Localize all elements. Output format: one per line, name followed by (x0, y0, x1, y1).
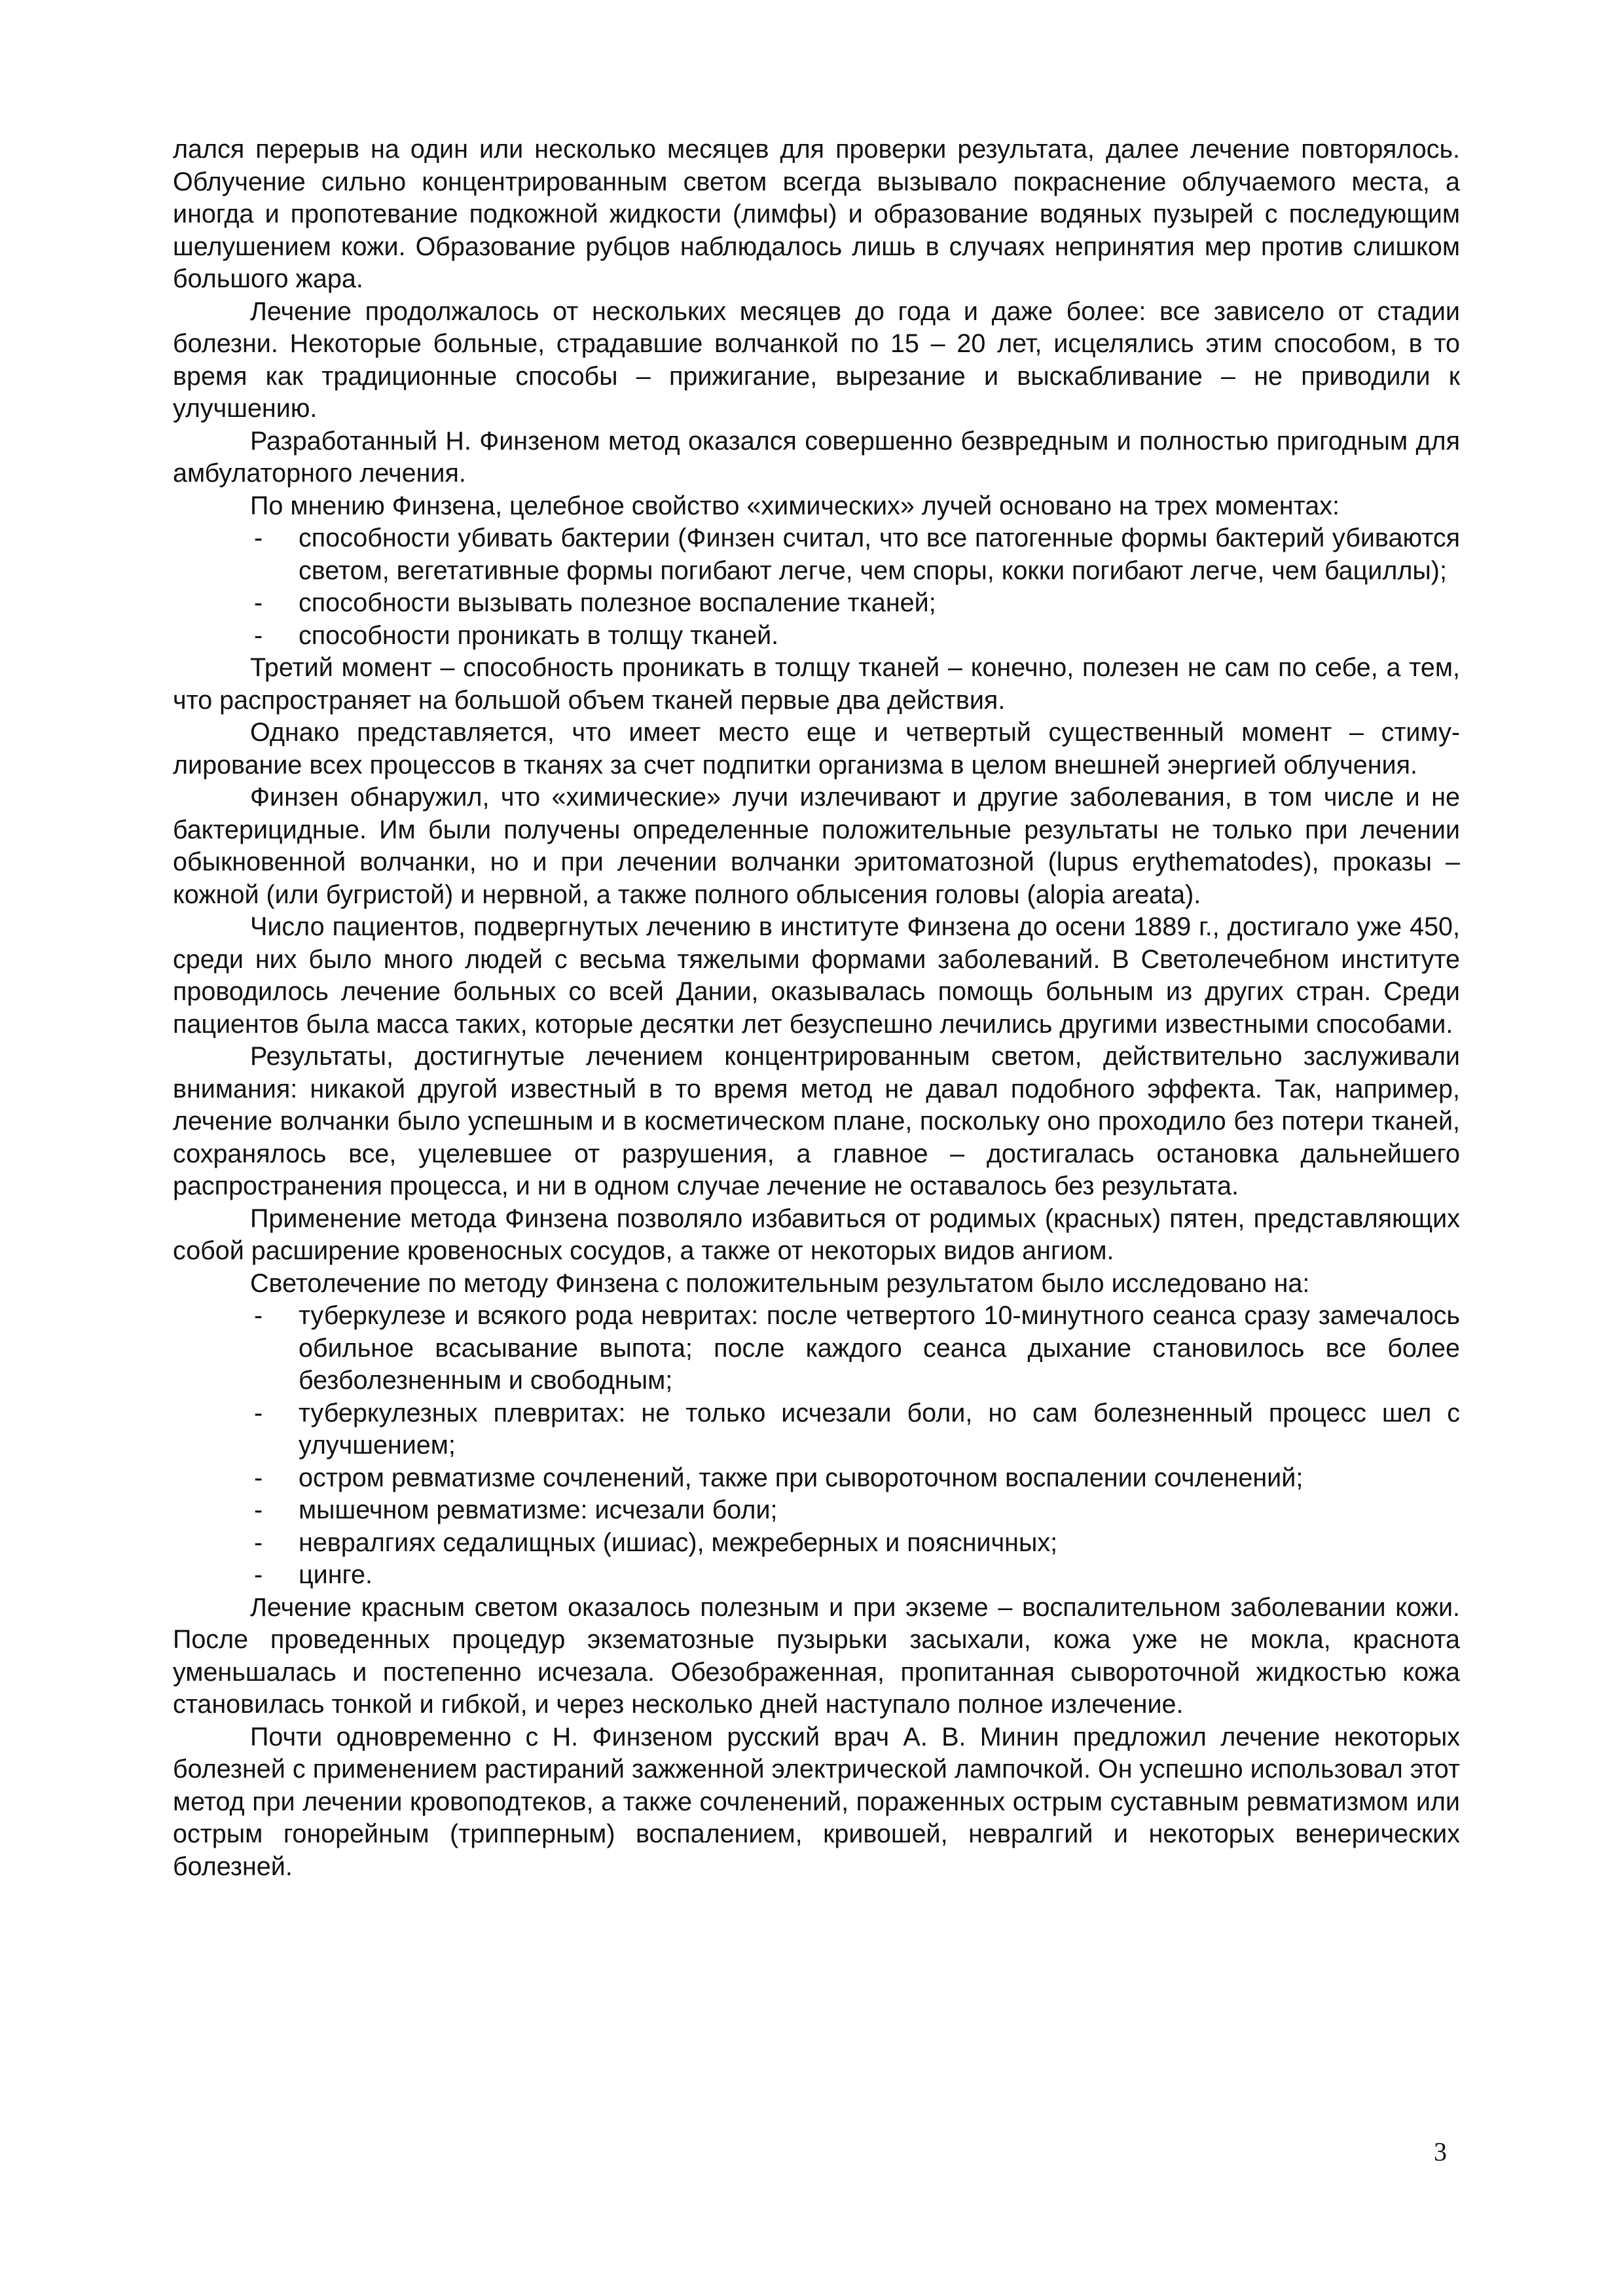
paragraph: Финзен обнаружил, что «химические» лучи излечивают и другие заболевания, в том числе и не бактерицидные. Им были получены определенные положительные результаты не только при лечении обыкновенной волчанки, но и при лечении волчанки эритоматозной (lupus erythematodes), проказы – кожной (или бугристой) и нервной, а также полного облысения головы (alopia areata). (173, 783, 1460, 909)
list-item: - способности вызывать полезное воспаление тканей; (173, 587, 1460, 620)
document-body (173, 134, 1460, 1883)
page-number: 3 (1434, 2137, 1447, 2166)
paragraph: Почти одновременно с Н. Финзеном русский врач А. В. Минин предложил лечение некоторых болезней с применением растираний зажженной электрической лампочкой. Он успешно использовал этот метод при лечении кровоподтеков, а также сочленений, пораженных острым суставным ревматизмом или острым гонорейным (трипперным) воспалением, кривошей, невралгий и некоторых венерических болезней. (173, 1722, 1460, 1881)
bullet-list-diseases (173, 1300, 1460, 1592)
list-item: - остром ревматизме сочленений, также при сывороточном воспалении сочленений; (173, 1462, 1460, 1495)
paragraph: Лечение красным светом оказалось полезным и при экземе – воспалительном заболевании кожи. После проведенных процедур экзематозные пузырьки засыхали, кожа уже не мокла, краснота уменьшалась и постепенно исчезала. Обезображенная, пропитанная сывороточной жидкостью кожа становилась тонкой и гибкой, и через несколько дней наступало полное излечение. (173, 1592, 1460, 1719)
paragraph: Лечение продолжалось от нескольких месяцев до года и даже более: все зависело от стадии болезни. Некоторые больные, страдавшие волчанкой по 15 – 20 лет, исцелялись этим способом, в то время как традиционные способы – прижигание, вырезание и выскабливание – не приводили к улучшению. (173, 296, 1460, 423)
list-item: - невралгиях седалищных (ишиас), межреберных и поясничных; (173, 1527, 1460, 1560)
list-item: - туберкулезе и всякого рода невритах: после четвертого 10-минутного сеанса сразу замечалось обильное всасывание выпота; после каждого сеанса дыхание становилось все более безболезненным и свободным; (173, 1300, 1460, 1397)
paragraph: По мнению Финзена, целебное свойство «химических» лучей основано на трех моментах: (250, 491, 1340, 520)
paragraph: Третий момент – способность проникать в толщу тканей – конечно, полезен не сам по себе, а тем, что распространяет на большой объем тканей первые два действия. (173, 653, 1460, 715)
paragraph: Светолечение по методу Финзена с положительным результатом было исследовано на: (250, 1268, 1310, 1298)
paragraph: Применение метода Финзена позволяло избавиться от родимых (красных) пятен, представляющих собой расширение кровеносных сосудов, а также от некоторых видов ангиом. (173, 1204, 1460, 1265)
paragraph: Результаты, достигнутые лечением концентрированным светом, действительно заслуживали внимания: никакой другой известный в то время метод не давал подобного эффекта. Так, например, лечение волчанки было успешным и в косметическом плане, поскольку оно проходило без потери тканей, сохранялось все, уцелевшее от разрушения, а главное – достигалась остановка дальнейшего распространения процесса, и ни в одном случае лечение не оставалось без результата. (173, 1042, 1460, 1200)
paragraph: Однако представляется, что имеет место еще и четвертый существенный момент – стимулирование всех процессов в тканях за счет подпитки организма в целом внешней энергией облучения. (173, 718, 1460, 780)
paragraph: Число пациентов, подвергнутых лечению в институте Финзена до осени 1889 г., достигало уже 450, среди них было много людей с весьма тяжелыми формами заболеваний. В Светолечебном институте проводилось лечение больных со всей Дании, оказывалась помощь больным из других стран. Среди пациентов была масса таких, которые десятки лет безуспешно лечились другими известными способами. (173, 912, 1460, 1039)
list-item: - мышечном ревматизме: исчезали боли; (173, 1494, 1460, 1527)
list-item: - способности убивать бактерии (Финзен считал, что все патогенные формы бактерий убиваются светом, вегетативные формы погибают легче, чем споры, кокки погибают легче, чем бациллы); (173, 522, 1460, 587)
bullet-list-properties (173, 522, 1460, 652)
paragraph: лался перерыв на один или несколько месяцев для проверки результата, далее лечение повторялось. Облучение сильно концентрированным светом всегда вызывало покраснение облучаемого места, а иногда и пропотевание подкожной жидкости (лимфы) и образование водяных пузырей с последующим шелушением кожи. Образование рубцов наблюдалось лишь в случаях непринятия мер против слишком большого жара. (173, 135, 1460, 293)
list-item: - способности проникать в толщу тканей. (173, 620, 1460, 653)
paragraph: Разработанный Н. Финзеном метод оказался совершенно безвредным и полностью пригодным для амбулаторного лечения. (173, 426, 1460, 488)
list-item: - цинге. (173, 1559, 1460, 1592)
list-item: - туберкулезных плевритах: не только исчезали боли, но сам болезненный процесс шел с улучшением; (173, 1397, 1460, 1462)
